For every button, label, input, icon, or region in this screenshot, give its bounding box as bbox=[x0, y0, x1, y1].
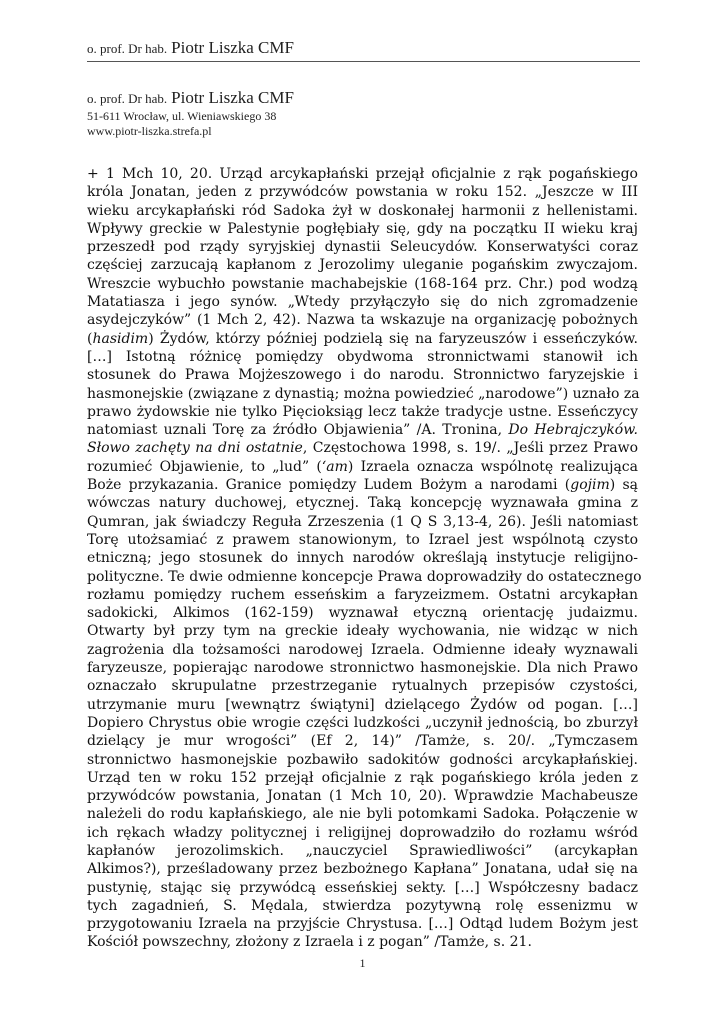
text-line: polityczne. Te dwie odmienne koncepcje Prawa doprowadziły do ostatecznego bbox=[87, 568, 642, 585]
text-line: stosunek do Prawa Mojżeszowego i do narodu. Stronnictwo faryzejskie i bbox=[87, 367, 638, 384]
text-line: przeszedł pod rządy syryjskiej dynastii Seleucydów. Konserwatyści coraz bbox=[87, 239, 638, 256]
header-title-prefix: o. prof. Dr hab. bbox=[87, 41, 168, 56]
text-line: króla Jonatan, jeden z przywódców powstania w roku 152. „Jeszcze w III bbox=[87, 184, 638, 201]
text-line: należeli do rodu kapłańskiego, ale nie byli potomkami Sadoka. Połączenie w bbox=[87, 806, 638, 823]
text-line: Matatiasza i jego synów. „Wtedy przyłączyło się do nich zgromadzenie bbox=[87, 294, 638, 311]
text-line: Wpływy greckie w Palestynie pogłębiały się, gdy na początku II wieku kraj bbox=[87, 220, 638, 237]
text-line: wieku arcykapłański ród Sadoka żył w doskonałej harmonii z hellenistami. bbox=[87, 202, 638, 219]
text-line: częściej zarzucają kapłanom z Jerozolimy uleganie pogańskim zwyczajom. bbox=[87, 257, 638, 274]
page-number: 1 bbox=[359, 956, 366, 970]
body-paragraph bbox=[87, 165, 642, 952]
text-line: zagrożenia dla tożsamości narodowej Izraela. Odmienne ideały wyznawali bbox=[87, 641, 638, 658]
text-line: wówczas natury duchowej, etycznej. Taką koncepcję wyznawała gmina z bbox=[87, 495, 638, 512]
running-header bbox=[87, 38, 640, 62]
text-line: Otwarty był przy tym na greckie ideały wychowania, nie widząc w nich bbox=[87, 623, 638, 640]
text-line: Alkimos?), prześladowany przez bezbożnego Kapłana” Jonatana, udał się na bbox=[87, 861, 638, 878]
text-line: hasmonejskie (związane z dynastią; można powiedzieć „narodowe”) uznało za bbox=[87, 385, 640, 402]
text-line: faryzeusze, popierając narodowe stronnictwo hasmonejskie. Dla nich Prawo bbox=[87, 660, 638, 677]
text-line: Wreszcie wybuchło powstanie machabejskie (168-164 prz. Chr.) pod wodzą bbox=[87, 275, 638, 292]
author-name: Piotr Liszka CMF bbox=[171, 88, 294, 107]
text-line: natomiast uznali Torę za źródło Objawienia” /A. Tronina, Do Hebrajczyków. bbox=[87, 422, 638, 439]
text-line: oznaczało skrupulatne przestrzeganie rytualnych przepisów czystości, bbox=[87, 678, 638, 695]
text-line: rozłamu pomiędzy ruchem esseńskim a faryzeizmem. Ostatni arcykapłan bbox=[87, 586, 638, 603]
text-line: utrzymanie muru [wewnątrz świątyni] dzielącego Żydów od pogan. […] bbox=[87, 696, 638, 713]
text-line: pustynię, stając się przywódcą esseńskiej sekty. […] Współczesny badacz bbox=[87, 879, 638, 896]
text-line: Słowo zachęty na dni ostatnie, Częstochowa 1998, s. 19/. „Jeśli przez Prawo bbox=[87, 440, 638, 457]
header-author-name: Piotr Liszka CMF bbox=[171, 38, 294, 57]
text-line: Torę utożsamiać z prawem stanowionym, to Izrael jest wspólnotą czysto bbox=[87, 531, 638, 548]
text-line: prawo żydowskie nie tylko Pięcioksiąg lecz także tradycje ustne. Esseńczycy bbox=[87, 403, 638, 420]
author-block bbox=[87, 88, 640, 139]
text-line: ich rękach władzy politycznej i religijnej doprowadziło do rozłamu wśród bbox=[87, 824, 638, 841]
text-line: […] Istotną różnicę pomiędzy obydwoma stronnictwami stanowił ich bbox=[87, 348, 638, 365]
text-line: + 1 Mch 10, 20. Urząd arcykapłański przejął oficjalnie z rąk pogańskiego bbox=[87, 166, 638, 182]
text-line: rozumieć Objawienie, to „lud” (‘am) Izraela oznacza wspólnotę realizująca bbox=[87, 458, 638, 475]
text-line: Kościół powszechny, złożony z Izraela i z pogan” /Tamże, s. 21. bbox=[87, 934, 532, 951]
author-address: 51-611 Wrocław, ul. Wieniawskiego 38 bbox=[87, 109, 277, 123]
text-line: Boże przykazania. Granice pomiędzy Ludem Bożym a narodami (gojim) są bbox=[87, 477, 638, 494]
text-line: tych zagadnień, S. Mędala, stwierdza pozytywną rolę essenizmu w bbox=[87, 897, 638, 914]
text-line: Qumran, jak świadczy Reguła Zrzeszenia (1 Q S 3,13-4, 26). Jeśli natomiast bbox=[87, 513, 638, 530]
author-website: www.piotr-liszka.strefa.pl bbox=[87, 124, 212, 138]
text-line: kapłanów jerozolimskich. „nauczyciel Sprawiedliwości” (arcykapłan bbox=[87, 842, 638, 859]
author-title-prefix: o. prof. Dr hab. bbox=[87, 91, 168, 106]
text-line: przygotowaniu Izraela na przyjście Chrystusa. […] Odtąd ludem Bożym jest bbox=[87, 916, 638, 933]
text-line: etniczną; jego stosunek do innych narodów określają instytucje religijno- bbox=[87, 550, 638, 567]
text-line: przywódców powstania, Jonatan (1 Mch 10, 20). Wprawdzie Machabeusze bbox=[87, 788, 638, 805]
text-line: sadokicki, Alkimos (162-159) wyznawał etyczną orientację judaizmu. bbox=[87, 605, 638, 622]
author-heading bbox=[87, 88, 640, 109]
text-line: Dopiero Chrystus obie wrogie części ludzkości „uczynił jednością, bo zburzył bbox=[87, 714, 638, 731]
text-line: dzielący je mur wrogości” (Ef 2, 14)” /Tamże, s. 20/. „Tymczasem bbox=[87, 733, 638, 750]
text-line: stronnictwo hasmonejskie pozbawiło sadokitów godności arcykapłańskiej. bbox=[87, 751, 638, 768]
text-line: asydejczyków” (1 Mch 2, 42). Nazwa ta wskazuje na organizację pobożnych bbox=[87, 312, 638, 329]
text-line: Urząd ten w roku 152 przejął oficjalnie z rąk pogańskiego króla jeden z bbox=[87, 769, 638, 786]
text-line: (hasidim) Żydów, którzy później podzielą się na faryzeuszów i esseńczyków. bbox=[87, 330, 638, 347]
